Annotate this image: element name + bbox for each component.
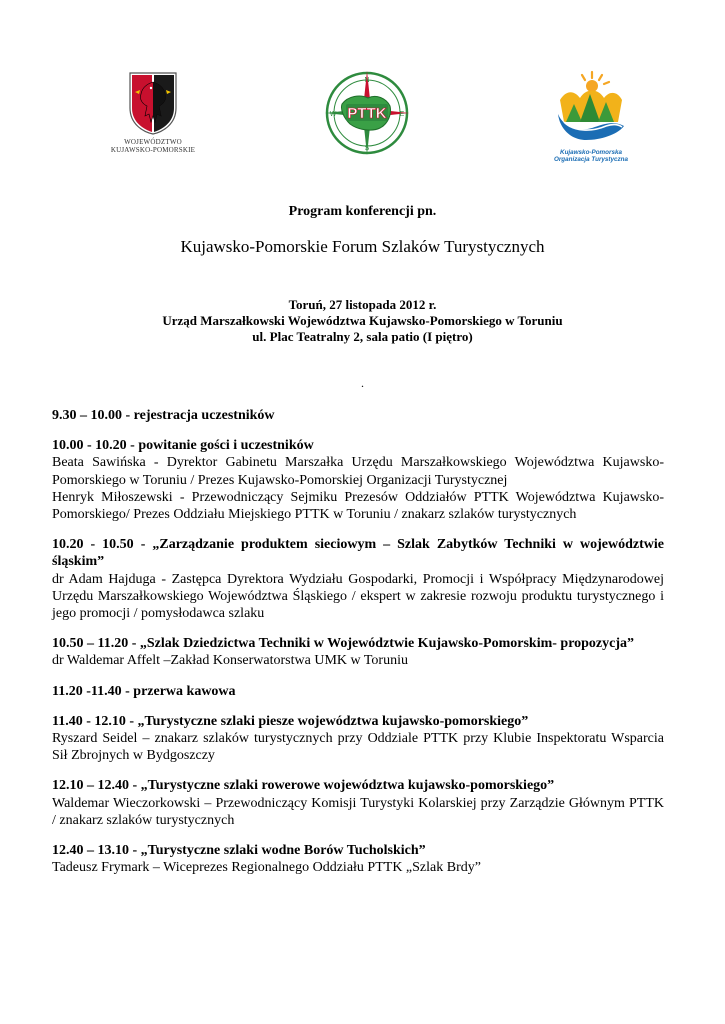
program-item: [52, 635, 664, 669]
program-item-speakers: [52, 454, 664, 523]
compass-n: N: [364, 77, 370, 84]
compass-w: W: [329, 111, 337, 118]
program-item: [52, 536, 664, 622]
program-item-title: 12.10 – 12.40 - „Turystyczne szlaki rowerowe województwa kujawsko-pomorskiego”: [52, 778, 555, 794]
forum-title: Kujawsko-Pomorskie Forum Szlaków Turystycznych: [180, 237, 545, 256]
event-address: ul. Plac Teatralny 2, sala patio (I piętro): [252, 329, 473, 344]
program-item-speakers: [52, 795, 664, 829]
program-item: [52, 407, 664, 424]
program-list: [52, 407, 664, 889]
kpot-logo: [552, 70, 630, 166]
compass-e: E: [399, 111, 405, 118]
speaker-line: dr Adam Hajduga - Zastępca Dyrektora Wydziału Gospodarki, Promocji i Współpracy Międzynarodowej Urzędu Marszałkowskiego Województwa Śląskiego / ekspert w zakresie rozwoju produktu turystycznego i jego promocji / pomysłodawca szlaku: [52, 571, 664, 622]
program-item-speakers: [52, 571, 664, 623]
pttk-logo: [322, 68, 412, 158]
program-item-speakers: [52, 859, 664, 876]
program-item: [52, 842, 664, 876]
kpot-caption-line2: Organizacja Turystyczna: [553, 156, 629, 163]
pttk-compass-icon: [322, 68, 412, 158]
program-item-title: 11.40 - 12.10 - „Turystyczne szlaki piesze województwa kujawsko-pomorskiego”: [52, 713, 529, 729]
separator-dot: .: [361, 376, 364, 390]
program-item-title: 11.20 -11.40 - przerwa kawowa: [52, 683, 236, 699]
speaker-line: dr Waldemar Affelt –Zakład Konserwatorstwa UMK w Toruniu: [52, 653, 408, 669]
program-item: [52, 713, 664, 765]
program-item-title: 12.40 – 13.10 - „Turystyczne szlaki wodne Borów Tucholskich”: [52, 843, 426, 859]
event-date-place: Toruń, 27 listopada 2012 r.: [288, 297, 437, 312]
program-item-title: 10.00 - 10.20 - powitanie gości i uczestników: [52, 438, 314, 454]
speaker-line: Ryszard Seidel – znakarz szlaków turystycznych przy Oddziale PTTK przy Klubie Inspektoratu Wsparcia Sił Zbrojnych w Bydgoszczy: [52, 731, 664, 764]
program-item: [52, 437, 664, 523]
speaker-line: Tadeusz Frymark – Wiceprezes Regionalnego Oddziału PTTK „Szlak Brdy”: [52, 860, 481, 876]
pttk-logo-text: PTTK: [347, 105, 387, 122]
speaker-line: Waldemar Wieczorkowski – Przewodniczący Komisji Turystyki Kolarskiej przy Zarządzie Głównym PTTK / znakarz szlaków turystycznych: [52, 795, 664, 828]
program-item-title: 10.50 – 11.20 - „Szlak Dziedzictwa Techniki w Województwie Kujawsko-Pomorskim- propozycja”: [52, 636, 635, 652]
program-item-speakers: [52, 730, 664, 764]
program-item-speakers: [52, 652, 664, 669]
event-details: [0, 297, 725, 345]
program-subtitle: Program konferencji pn.: [288, 204, 437, 219]
kpot-landscape-icon: [552, 70, 630, 144]
program-item-title: 9.30 – 10.00 - rejestracja uczestników: [52, 408, 275, 423]
voivodeship-logo: [108, 70, 198, 166]
kpot-caption-line1: Kujawsko-Pomorska: [560, 149, 622, 156]
program-item: [52, 683, 664, 700]
speaker-line: Beata Sawińska - Dyrektor Gabinetu Marszałka Urzędu Marszałkowskiego Województwa Kujawsko-Pomorskiego w Toruniu / Prezes Kujawsko-Pomorskiej Organizacji Turystycznej: [52, 455, 664, 488]
compass-s: S: [364, 145, 370, 152]
voivodeship-caption-line2: KUJAWSKO-POMORSKIE: [110, 146, 196, 154]
coat-of-arms-icon: [127, 70, 179, 136]
program-item: [52, 777, 664, 829]
program-item-title: 10.20 - 10.50 - „Zarządzanie produktem sieciowym – Szlak Zabytków Techniki w województwie śląskim”: [52, 537, 664, 570]
event-venue: Urząd Marszałkowski Województwa Kujawsko-Pomorskiego w Toruniu: [162, 313, 563, 328]
speaker-line: Henryk Miłoszewski - Przewodniczący Sejmiku Prezesów Oddziałów PTTK Województwa Kujawsko-Pomorskiego/ Prezes Oddziału Miejskiego PTTK w Toruniu / znakarz szlaków turystycznych: [52, 489, 664, 523]
voivodeship-caption-line1: WOJEWÓDZTWO: [124, 138, 182, 146]
